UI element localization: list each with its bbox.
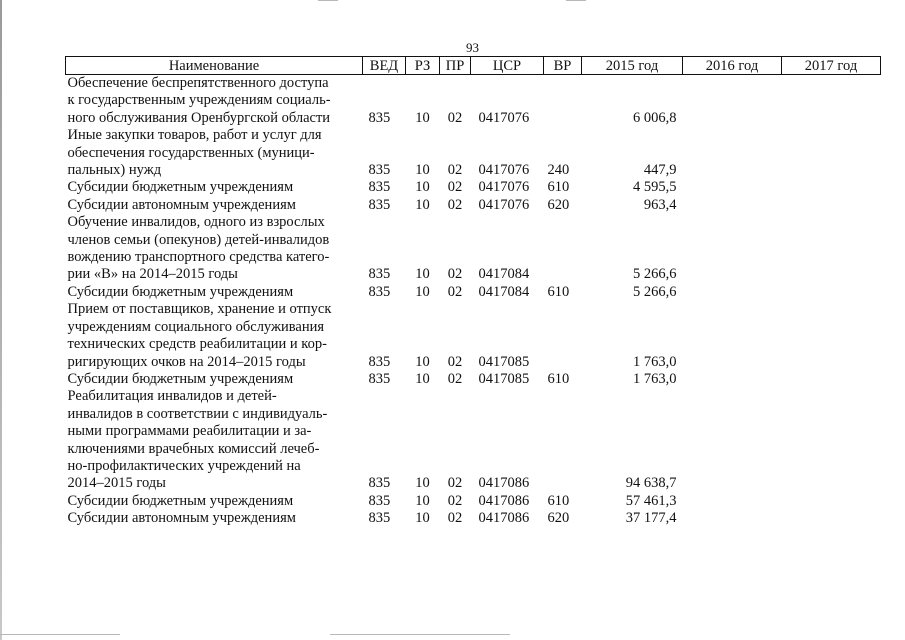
cell-ved: 835: [368, 109, 391, 126]
cell-y2017: [782, 197, 881, 214]
cell-pr: 02: [447, 370, 463, 387]
cell-y2016: [683, 179, 782, 196]
cell-rz: 10: [415, 109, 430, 126]
table-row: [66, 179, 881, 196]
cell-vr: 620: [547, 510, 570, 527]
row-name: [66, 371, 363, 388]
cell-y2017: [782, 371, 881, 388]
row-name: [66, 388, 363, 492]
cell-y2016: [683, 510, 782, 527]
row-name-line: обеспечения государственных (муници-: [67, 144, 315, 161]
row-name-line: Обеспечение беспрепятственного доступа: [67, 75, 329, 91]
row-name-line: Прием от поставщиков, хранение и отпуск: [67, 301, 332, 318]
row-name-line: учреждениям социального обслуживания: [67, 318, 325, 335]
cell-pr: 02: [447, 109, 463, 126]
cell-ved: 835: [368, 283, 391, 300]
cell-ved: 835: [368, 370, 391, 387]
cell-ved: 835: [368, 475, 391, 492]
table-row: [66, 197, 881, 214]
cell-y2016: [683, 197, 782, 214]
row-name-line: вождению транспортного средства катего-: [67, 249, 330, 266]
cell-ved: 835: [368, 492, 391, 509]
header-2017: 2017 год: [782, 57, 881, 75]
row-name-line: Субсидии автономным учреждениям: [67, 196, 296, 213]
cell-rz: 10: [415, 162, 430, 179]
cell-y2017: [782, 214, 881, 284]
cell-y2015: 57 461,3: [625, 492, 677, 509]
cell-rz: 10: [415, 283, 430, 300]
table-row: [66, 493, 881, 510]
cell-pr: 02: [447, 353, 463, 370]
cell-y2015: 5 266,6: [633, 283, 677, 300]
row-name-line: Субсидии бюджетным учреждениям: [67, 492, 294, 509]
row-name-line: Субсидии автономным учреждениям: [67, 510, 296, 527]
cell-y2015: 963,4: [643, 196, 677, 213]
cell-y2015: 1 763,0: [633, 353, 677, 370]
cell-csr: 0417086: [478, 510, 530, 527]
cell-vr: 610: [547, 370, 570, 387]
row-name: [66, 75, 363, 128]
row-name-line: Реабилитация инвалидов и детей-: [67, 388, 277, 405]
cell-ved: 835: [368, 162, 391, 179]
cell-pr: 02: [447, 475, 463, 492]
cell-pr: 02: [447, 266, 463, 283]
row-name: [66, 493, 363, 510]
cell-y2017: [782, 179, 881, 196]
row-name-line: Субсидии бюджетным учреждениям: [67, 179, 294, 196]
cell-rz: 10: [415, 475, 430, 492]
cell-csr: 0417086: [478, 492, 530, 509]
header-ved: ВЕД: [363, 57, 406, 75]
cell-vr: [544, 388, 582, 492]
cell-rz: 10: [415, 492, 430, 509]
row-name-line: пальных) нужд: [67, 162, 162, 179]
cell-y2015: 5 266,6: [633, 266, 677, 283]
cell-csr: 0417084: [478, 283, 530, 300]
cell-pr: 02: [447, 196, 463, 213]
cell-pr: 02: [447, 283, 463, 300]
cell-csr: 0417084: [478, 266, 530, 283]
cell-vr: [544, 301, 582, 371]
row-name: [66, 127, 363, 179]
row-name: [66, 510, 363, 527]
row-name-line: к государственным учреждениям социаль-: [67, 92, 331, 109]
cell-vr: 620: [547, 196, 570, 213]
row-name-line: Иные закупки товаров, работ и услуг для: [67, 127, 322, 144]
cell-ved: 835: [368, 510, 391, 527]
row-name-line: Субсидии бюджетным учреждениям: [67, 283, 294, 300]
row-name-line: членов семьи (опекунов) детей-инвалидов: [67, 231, 330, 248]
row-name-line: технических средств реабилитации и кор-: [67, 336, 327, 353]
header-vr: ВР: [544, 57, 582, 75]
cell-y2015: 94 638,7: [625, 475, 677, 492]
cell-ved: 835: [368, 179, 391, 196]
cell-pr: 02: [447, 492, 463, 509]
row-name-line: Обучение инвалидов, одного из взрослых: [67, 214, 325, 231]
row-name-line: ными программами реабилитации и за-: [67, 423, 312, 440]
table-body: [66, 75, 881, 528]
cell-vr: 610: [547, 179, 570, 196]
cell-pr: 02: [447, 179, 463, 196]
scan-artifact-bottom: [330, 634, 510, 635]
cell-rz: 10: [415, 266, 430, 283]
cell-csr: 0417076: [478, 162, 530, 179]
row-name: [66, 214, 363, 284]
cell-csr: 0417076: [478, 179, 530, 196]
cell-rz: 10: [415, 353, 430, 370]
table-row: [66, 284, 881, 301]
scan-edge: [0, 0, 2, 640]
table-row: [66, 371, 881, 388]
row-name-line: инвалидов в соответствии с индивидуаль-: [67, 405, 328, 422]
cell-y2015: 6 006,8: [633, 109, 677, 126]
cell-y2017: [782, 388, 881, 492]
cell-vr: 240: [547, 162, 570, 179]
header-name: Наименование: [66, 57, 363, 75]
table-row: [66, 214, 881, 284]
cell-y2015: 4 595,5: [633, 179, 677, 196]
row-name-line: ключениями врачебных комиссий лечеб-: [67, 440, 320, 457]
table-row: [66, 75, 881, 128]
cell-rz: 10: [415, 510, 430, 527]
cell-y2016: [683, 493, 782, 510]
cell-y2016: [683, 388, 782, 492]
cell-vr: [544, 214, 582, 284]
cell-y2017: [782, 301, 881, 371]
scan-artifact-top: [318, 0, 338, 1]
row-name: [66, 179, 363, 196]
cell-vr: 610: [547, 283, 570, 300]
table-row: [66, 388, 881, 492]
table-header-row: [66, 57, 881, 75]
row-name: [66, 301, 363, 371]
cell-ved: 835: [368, 196, 391, 213]
row-name: [66, 197, 363, 214]
cell-y2017: [782, 75, 881, 128]
cell-rz: 10: [415, 179, 430, 196]
row-name-line: ного обслуживания Оренбургской области: [67, 109, 331, 126]
header-csr: ЦСР: [471, 57, 544, 75]
row-name-line: Субсидии бюджетным учреждениям: [67, 370, 294, 387]
cell-csr: 0417076: [478, 109, 530, 126]
table-row: [66, 127, 881, 179]
cell-y2017: [782, 493, 881, 510]
page-number: 93: [466, 40, 479, 55]
row-name-line: ригирующих очков на 2014–2015 годы: [67, 353, 306, 370]
row-name-line: но-профилактических учреждений на: [67, 457, 301, 474]
cell-ved: 835: [368, 353, 391, 370]
cell-vr: [544, 75, 582, 128]
cell-y2017: [782, 127, 881, 179]
cell-y2017: [782, 510, 881, 527]
cell-csr: 0417085: [478, 370, 530, 387]
cell-ved: 835: [368, 266, 391, 283]
cell-y2016: [683, 284, 782, 301]
cell-csr: 0417085: [478, 353, 530, 370]
row-name: [66, 284, 363, 301]
header-2016: 2016 год: [683, 57, 782, 75]
header-2015: 2015 год: [582, 57, 683, 75]
scan-artifact-bottom: [0, 634, 120, 635]
cell-y2016: [683, 75, 782, 128]
header-pr: ПР: [440, 57, 471, 75]
cell-y2016: [683, 371, 782, 388]
cell-rz: 10: [415, 196, 430, 213]
cell-rz: 10: [415, 370, 430, 387]
row-name-line: рии «В» на 2014–2015 годы: [67, 266, 238, 283]
header-rz: РЗ: [406, 57, 440, 75]
cell-y2015: 447,9: [643, 162, 677, 179]
cell-y2016: [683, 214, 782, 284]
table-row: [66, 510, 881, 527]
cell-vr: 610: [547, 492, 570, 509]
cell-pr: 02: [447, 510, 463, 527]
cell-y2017: [782, 284, 881, 301]
cell-pr: 02: [447, 162, 463, 179]
table-row: [66, 301, 881, 371]
cell-y2015: 1 763,0: [633, 370, 677, 387]
cell-csr: 0417076: [478, 196, 530, 213]
cell-y2016: [683, 301, 782, 371]
cell-y2015: 37 177,4: [625, 510, 677, 527]
scan-artifact-top: [566, 0, 586, 1]
cell-y2016: [683, 127, 782, 179]
row-name-line: 2014–2015 годы: [67, 475, 166, 492]
budget-table: [65, 56, 881, 528]
cell-csr: 0417086: [478, 475, 530, 492]
